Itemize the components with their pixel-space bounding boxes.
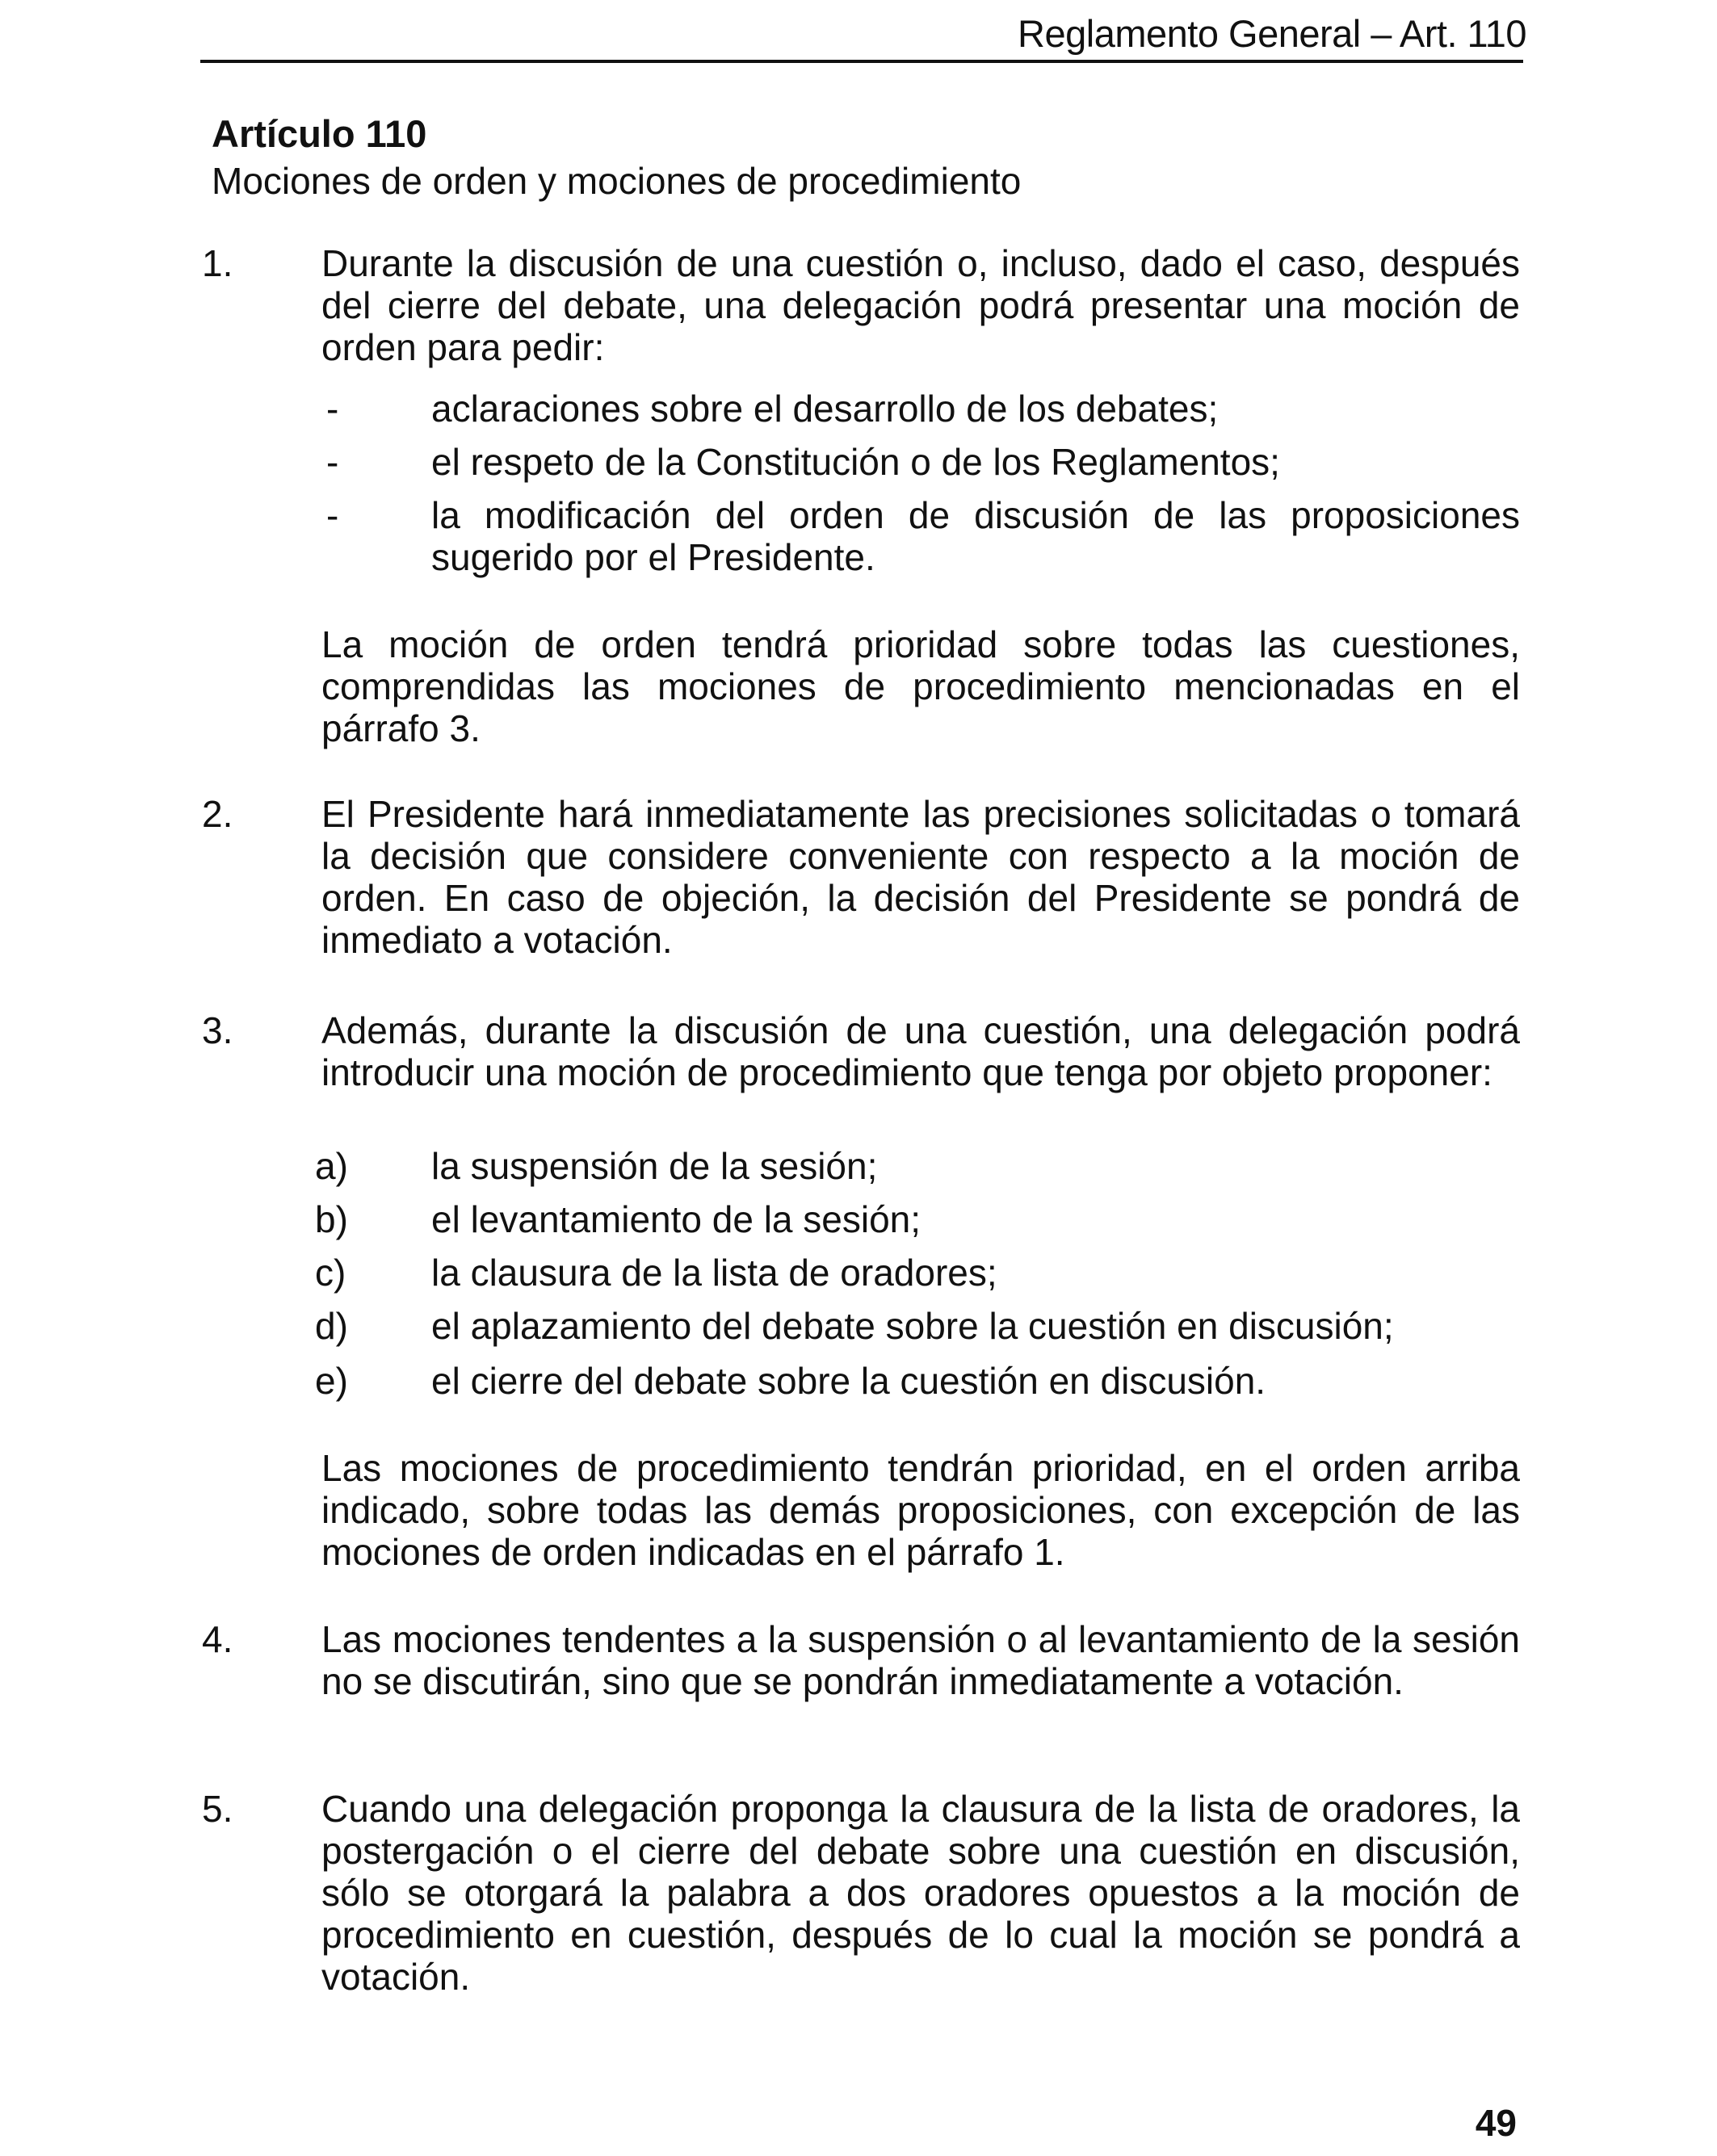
paragraph-number: 4. [202,1618,233,1660]
list-item-text: la modificación del orden de discusión de las proposiciones sugerido por el Presidente. [431,494,1520,578]
list-item-marker: - [326,441,339,483]
paragraph-3-closing: Las mociones de procedimiento tendrán prioridad, en el orden arriba indicado, sobre todas las demás proposiciones, con excepción de las mociones de orden indicadas en el párrafo 1. [321,1447,1520,1573]
list-item-text: la suspensión de la sesión; [431,1145,878,1187]
list-item-text: el levantamiento de la sesión; [431,1198,921,1240]
list-item-marker: e) [315,1360,348,1402]
list-item-text: el aplazamiento del debate sobre la cuestión en discusión; [431,1305,1394,1347]
list-item-marker: a) [315,1145,348,1187]
list-item-text: aclaraciones sobre el desarrollo de los debates; [431,388,1219,430]
list-item-text: la clausura de la lista de oradores; [431,1252,997,1294]
paragraph-2-text: El Presidente hará inmediatamente las precisiones solicitadas o tomará la decisión que considere conveniente con respecto a la moción de orden. En caso de objeción, la decisión del Presidente se pondrá de inmediato a votación. [321,793,1520,961]
page-number: 49 [1475,2102,1517,2144]
list-item-marker: d) [315,1305,348,1347]
paragraph-number: 2. [202,793,233,835]
paragraph-number: 1. [202,242,233,284]
list-item-marker: - [326,494,339,536]
paragraph-3-intro: Además, durante la discusión de una cuestión, una delegación podrá introducir una moción de procedimiento que tenga por objeto proponer: [321,1009,1520,1093]
running-header: Reglamento General – Art. 110 [1018,12,1526,55]
list-item-marker: c) [315,1252,346,1294]
article-subtitle: Mociones de orden y mociones de procedimiento [212,160,1022,202]
paragraph-5-text: Cuando una delegación proponga la clausura de la lista de oradores, la postergación o el cierre del debate sobre una cuestión en discusión, sólo se otorgará la palabra a dos oradores opuestos a la moción de procedimiento en cuestión, después de lo cual la moción se pondrá a votación. [321,1788,1520,1998]
list-item-text: el cierre del debate sobre la cuestión en discusión. [431,1360,1266,1402]
list-item-marker: - [326,388,339,430]
header-rule [200,60,1523,63]
article-title: Artículo 110 [212,112,427,155]
paragraph-1-intro: Durante la discusión de una cuestión o, incluso, dado el caso, después del cierre del debate, una delegación podrá presentar una moción de orden para pedir: [321,242,1520,368]
paragraph-number: 3. [202,1009,233,1051]
paragraph-4-text: Las mociones tendentes a la suspensión o al levantamiento de la sesión no se discutirán, sino que se pondrán inmediatamente a votación. [321,1618,1520,1702]
list-item-marker: b) [315,1198,348,1240]
paragraph-1-closing: La moción de orden tendrá prioridad sobre todas las cuestiones, comprendidas las mociones de procedimiento mencionadas en el párrafo 3. [321,623,1520,749]
list-item-text: el respeto de la Constitución o de los Reglamentos; [431,441,1280,483]
paragraph-number: 5. [202,1788,233,1830]
